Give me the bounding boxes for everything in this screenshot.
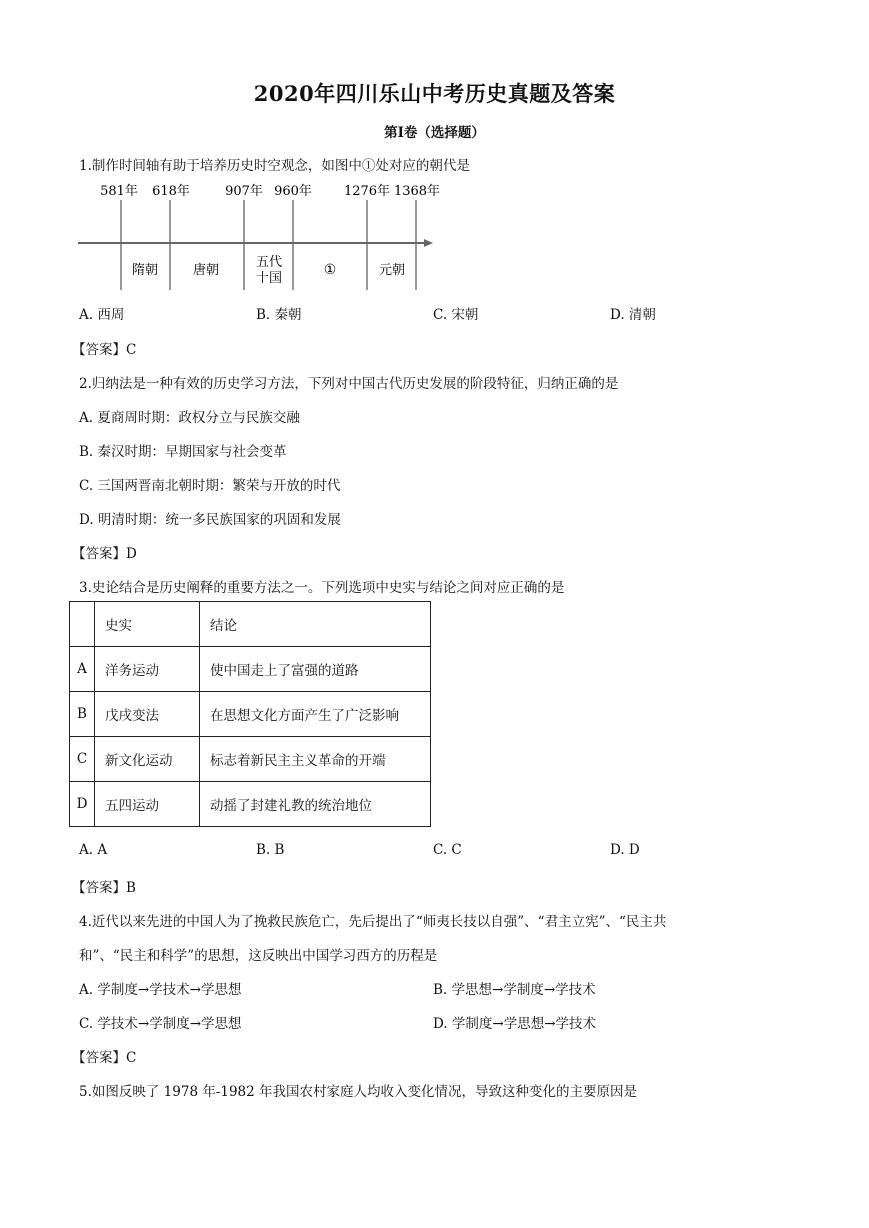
table-cell: 使中国走上了富强的道路 bbox=[200, 647, 431, 692]
answer: 【答案】C bbox=[72, 1050, 137, 1066]
timeline-year: 581年 bbox=[100, 184, 138, 199]
option-b: B. 秦朝 bbox=[256, 307, 302, 323]
question-5-stem: 5.如图反映了 1978 年-1982 年我国农村家庭人均收入变化情况，导致这种变化的主要原因是 bbox=[79, 1084, 638, 1100]
timeline-dynasty: ① bbox=[323, 262, 337, 278]
timeline-arrow-icon bbox=[424, 239, 433, 247]
option-d: D. 明清时期：统一多民族国家的巩固和发展 bbox=[79, 512, 341, 528]
table-row bbox=[70, 692, 431, 737]
timeline-year: 1368年 bbox=[393, 184, 441, 199]
table-cell: 在思想文化方面产生了广泛影响 bbox=[200, 692, 431, 737]
table-cell: A bbox=[70, 647, 95, 692]
table-cell: 标志着新民主主义革命的开端 bbox=[200, 737, 431, 782]
timeline-year: 618年 bbox=[152, 184, 190, 199]
table-cell: 洋务运动 bbox=[95, 647, 200, 692]
timeline-dynasty: 隋朝 bbox=[131, 263, 159, 278]
table-cell: 戊戌变法 bbox=[95, 692, 200, 737]
table-header-cell: 史实 bbox=[95, 602, 200, 647]
timeline-year: 907年 bbox=[225, 184, 263, 199]
table-header-row bbox=[70, 602, 431, 647]
table-header-cell bbox=[70, 602, 95, 647]
option-d: D. 清朝 bbox=[610, 307, 656, 323]
option-a: A. A bbox=[79, 842, 108, 858]
question-4-stem-line2: 和”、“民主和科学”的思想，这反映出中国学习西方的历程是 bbox=[79, 948, 438, 964]
option-c: C. C bbox=[433, 842, 462, 858]
table-cell: 动摇了封建礼教的统治地位 bbox=[200, 782, 431, 827]
table-cell: C bbox=[70, 737, 95, 782]
table-cell: 新文化运动 bbox=[95, 737, 200, 782]
section-subtitle: 第Ⅰ卷（选择题） bbox=[384, 125, 485, 141]
table-header-cell: 结论 bbox=[200, 602, 431, 647]
option-b: B. 秦汉时期：早期国家与社会变革 bbox=[79, 444, 287, 460]
history-table bbox=[69, 601, 431, 827]
answer: 【答案】B bbox=[72, 880, 136, 896]
option-b: B. 学思想→学制度→学技术 bbox=[433, 982, 596, 998]
option-c: C. 学技术→学制度→学思想 bbox=[79, 1016, 242, 1032]
question-3-stem: 3.史论结合是历史阐释的重要方法之一。下列选项中史实与结论之间对应正确的是 bbox=[79, 580, 565, 596]
answer: 【答案】C bbox=[72, 342, 137, 358]
timeline-dynasty: 元朝 bbox=[378, 263, 406, 278]
option-a: A. 夏商周时期：政权分立与民族交融 bbox=[79, 410, 300, 426]
answer: 【答案】D bbox=[72, 546, 137, 562]
timeline-figure bbox=[75, 178, 445, 293]
timeline-dynasty: 唐朝 bbox=[192, 263, 220, 278]
timeline-dynasty: 十国 bbox=[255, 271, 283, 286]
question-2-stem: 2.归纳法是一种有效的历史学习方法，下列对中国古代历史发展的阶段特征，归纳正确的是 bbox=[79, 376, 619, 392]
question-1-stem: 1.制作时间轴有助于培养历史时空观念，如图中①处对应的朝代是 bbox=[79, 158, 470, 174]
table-cell: B bbox=[70, 692, 95, 737]
option-a: A. 西周 bbox=[79, 307, 125, 323]
table-cell: D bbox=[70, 782, 95, 827]
table-row bbox=[70, 737, 431, 782]
timeline-year: 960年 bbox=[274, 184, 312, 199]
option-d: D. D bbox=[610, 842, 640, 858]
table-row bbox=[70, 647, 431, 692]
table-cell: 五四运动 bbox=[95, 782, 200, 827]
option-c: C. 宋朝 bbox=[433, 307, 479, 323]
question-4-stem-line1: 4.近代以来先进的中国人为了挽救民族危亡，先后提出了“师夷长技以自强”、“君主立宪”、“民主共 bbox=[79, 914, 667, 930]
timeline-svg bbox=[75, 178, 445, 293]
option-b: B. B bbox=[256, 842, 285, 858]
option-d: D. 学制度→学思想→学技术 bbox=[433, 1016, 597, 1032]
timeline-dynasty: 五代 bbox=[255, 255, 283, 270]
option-c: C. 三国两晋南北朝时期：繁荣与开放的时代 bbox=[79, 478, 341, 494]
timeline-year: 1276年 bbox=[343, 184, 391, 199]
option-a: A. 学制度→学技术→学思想 bbox=[79, 982, 242, 998]
table-row bbox=[70, 782, 431, 827]
page-title: 2020年四川乐山中考历史真题及答案 bbox=[253, 81, 616, 106]
